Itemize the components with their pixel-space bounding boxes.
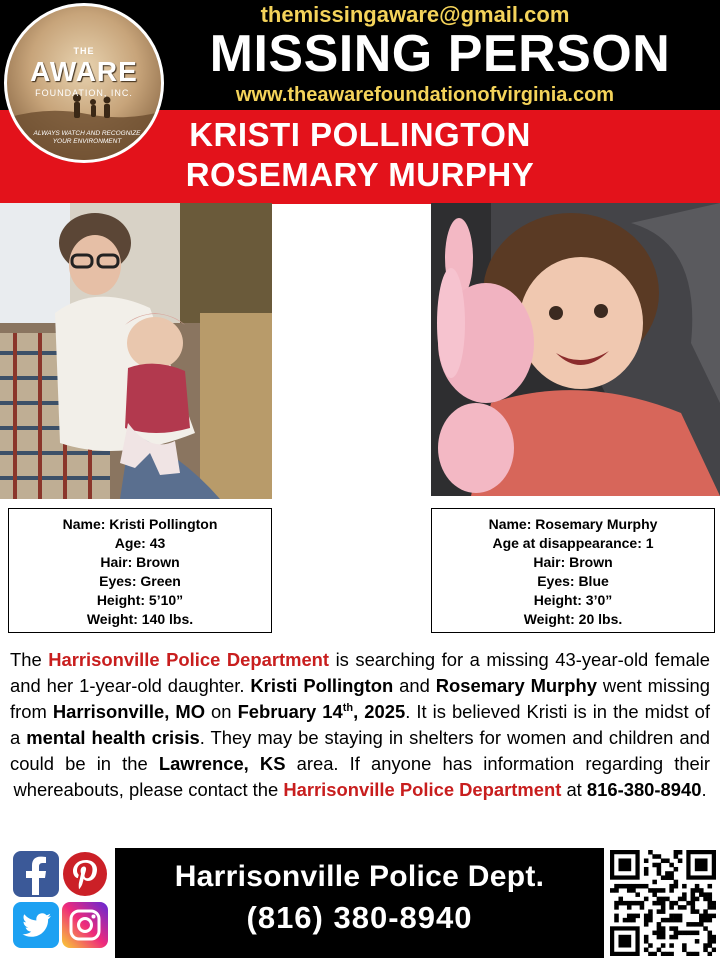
- text-run: . They may be staying in shelters for women and children and could be in the: [10, 727, 711, 774]
- info-line: Weight: 140 lbs.: [86, 611, 194, 627]
- info-line: Hair: Brown: [100, 554, 180, 570]
- text-run: area. If anyone has information regarding their whereabouts, please contact the: [13, 753, 710, 800]
- logo-tagline: ALWAYS WATCH AND RECOGNIZE YOUR ENVIRONMENT: [33, 130, 141, 145]
- qr-code-pattern: [610, 850, 716, 956]
- info-box-rosemary: [431, 508, 715, 633]
- photo-rosemary-murphy: [431, 203, 720, 496]
- photo-kristi-pollington: [0, 203, 272, 499]
- text-run: The: [10, 649, 49, 670]
- logo-aware: AWARE: [30, 56, 138, 87]
- text-run: .: [701, 779, 707, 800]
- missing-location: Harrisonville, MO: [52, 701, 206, 722]
- date-year: , 2025: [353, 701, 406, 722]
- pinterest-glyph: [62, 851, 108, 897]
- twitter-glyph: [13, 902, 59, 948]
- website-link[interactable]: www.theawarefoundationofvirginia.com: [235, 84, 615, 106]
- aware-foundation-logo: [4, 3, 164, 163]
- info-line: Height: 5’10”: [96, 592, 184, 608]
- mental-health-note: mental health crisis: [26, 727, 200, 748]
- footer-phone[interactable]: (816) 380-8940: [246, 900, 473, 935]
- date-text: February 14: [237, 701, 343, 722]
- facebook-glyph: [13, 851, 59, 897]
- missing-name-rosemary: Rosemary Murphy: [435, 675, 597, 696]
- missing-name-2: ROSEMARY MURPHY: [185, 156, 535, 193]
- possible-area: Lawrence, KS: [158, 753, 286, 774]
- info-line: Height: 3’0”: [533, 592, 613, 608]
- info-line: Age at disappearance: 1: [492, 535, 654, 551]
- missing-name-kristi: Kristi Pollington: [250, 675, 394, 696]
- info-line: Weight: 20 lbs.: [523, 611, 623, 627]
- police-department-name: Harrisonville Police Department: [283, 779, 562, 800]
- info-line: Name: Kristi Pollington: [62, 516, 218, 532]
- info-line: Hair: Brown: [533, 554, 613, 570]
- logo-the: THE: [73, 46, 95, 56]
- instagram-glyph: [62, 902, 108, 948]
- text-run: at: [561, 779, 587, 800]
- twitter-icon[interactable]: [13, 902, 59, 948]
- text-run: and: [393, 675, 436, 696]
- info-line: Eyes: Blue: [537, 573, 609, 589]
- qr-code[interactable]: [610, 850, 716, 956]
- description-paragraph: [10, 647, 710, 803]
- info-line: Age: 43: [114, 535, 166, 551]
- missing-name-1: KRISTI POLLINGTON: [189, 116, 531, 153]
- text-run: . It is believed Kristi is in the midst of a: [10, 701, 710, 748]
- facebook-icon[interactable]: [13, 851, 59, 897]
- text-run: is searching for a missing 43-year-old female and her 1-year-old daughter.: [10, 649, 710, 696]
- missing-date: [238, 701, 406, 722]
- info-line: Name: Rosemary Murphy: [488, 516, 658, 532]
- text-run: went missing from: [10, 675, 711, 722]
- pinterest-icon[interactable]: [62, 851, 108, 897]
- page-title: MISSING PERSON: [209, 25, 671, 83]
- info-box-kristi: [8, 508, 272, 633]
- photo-rosemary-image: [431, 203, 720, 496]
- text-run: on: [205, 701, 238, 722]
- contact-email[interactable]: themissingaware@gmail.com: [260, 2, 570, 27]
- info-line: Eyes: Green: [99, 573, 181, 589]
- photo-kristi-image: [0, 203, 272, 499]
- police-department-name: Harrisonville Police Department: [48, 649, 330, 670]
- police-phone-number[interactable]: 816-380-8940: [586, 779, 702, 800]
- footer-department: Harrisonville Police Dept.: [174, 860, 545, 893]
- contact-block: [115, 848, 604, 958]
- logo-foundation: FOUNDATION, INC.: [35, 88, 133, 98]
- instagram-icon[interactable]: [62, 902, 108, 948]
- date-suffix: th: [342, 701, 354, 714]
